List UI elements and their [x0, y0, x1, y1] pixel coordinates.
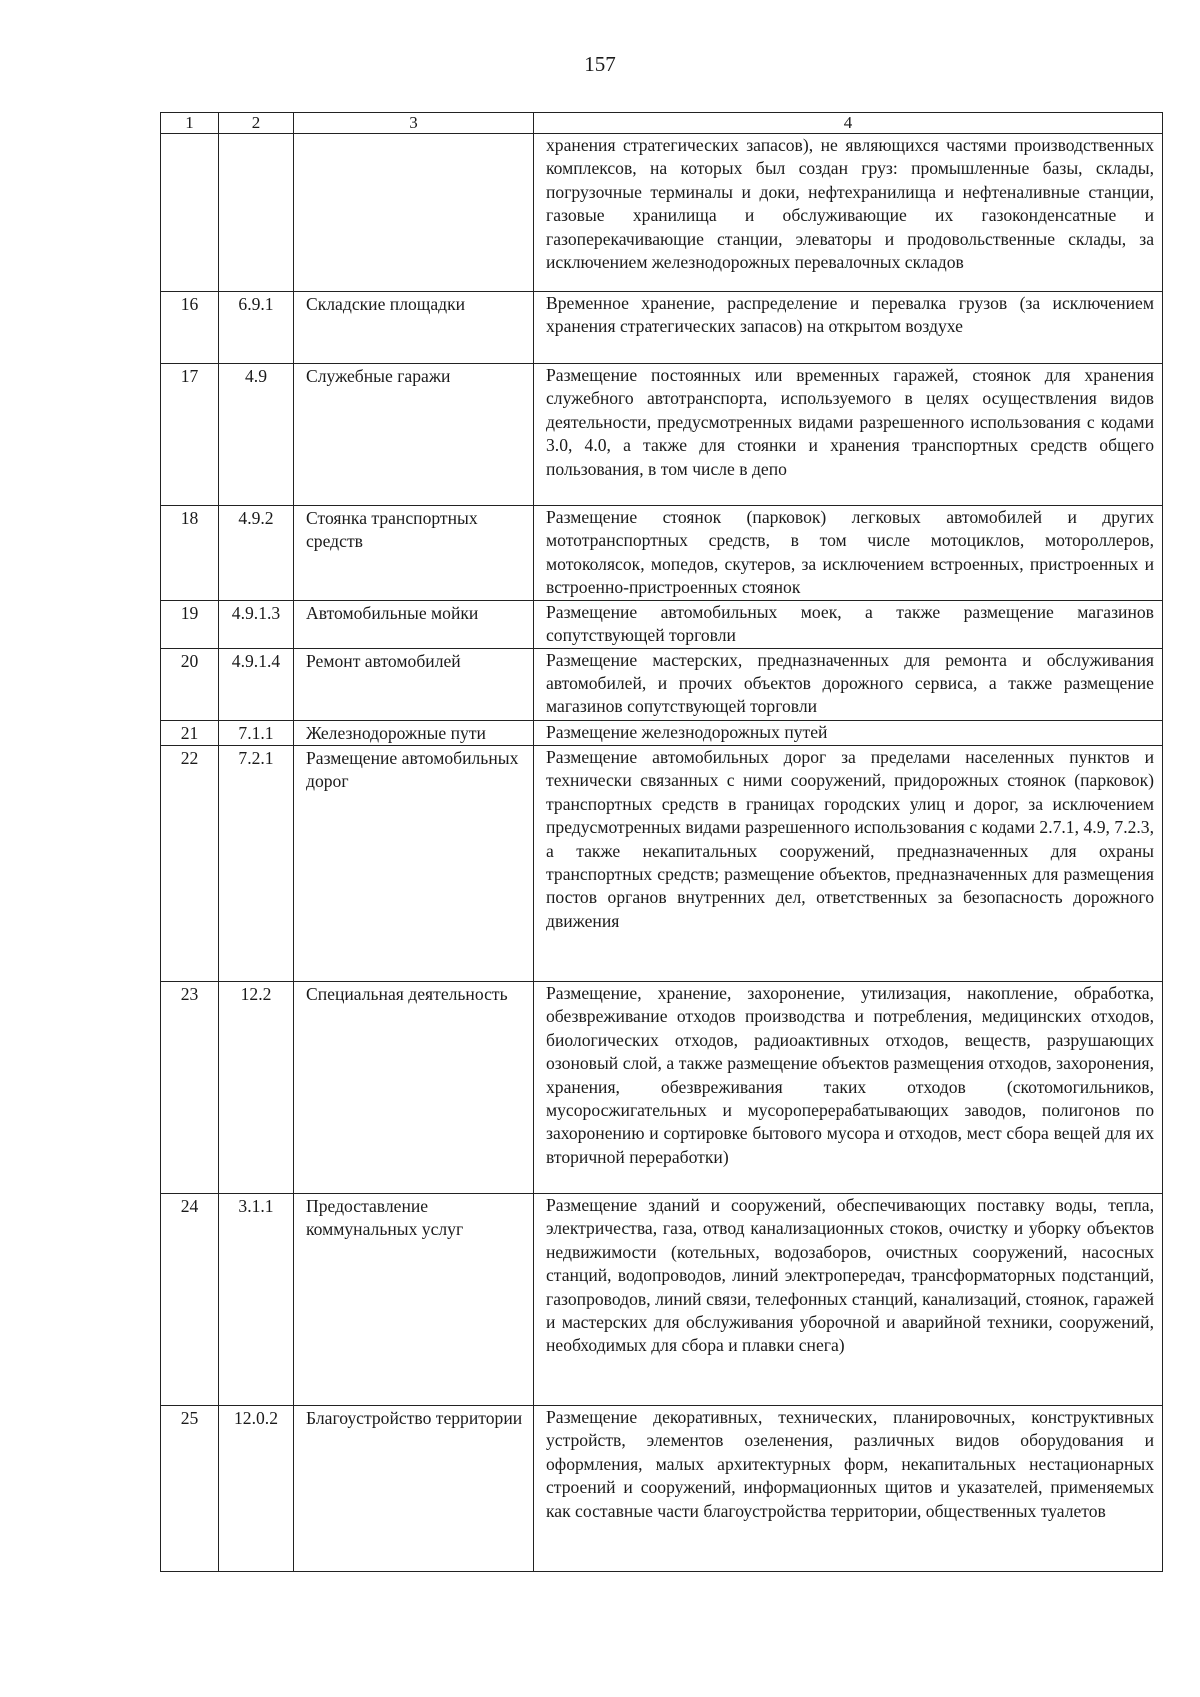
table-row — [161, 292, 1163, 364]
column-header-1: 1 — [161, 113, 219, 134]
column-header-3: 3 — [294, 113, 534, 134]
use-name — [294, 134, 534, 292]
row-number: 17 — [161, 364, 219, 506]
row-number: 23 — [161, 982, 219, 1194]
column-header-4: 4 — [534, 113, 1163, 134]
table-row — [161, 1406, 1163, 1572]
use-code: 4.9.1.3 — [219, 600, 294, 648]
row-number: 25 — [161, 1406, 219, 1572]
use-description: Размещение автомобильных моек, а также размещение магазинов сопутствующей торговли — [534, 600, 1163, 648]
use-name: Специальная деятельность — [294, 982, 534, 1194]
use-code: 7.1.1 — [219, 720, 294, 745]
row-number: 21 — [161, 720, 219, 745]
use-description: хранения стратегических запасов), не являющихся частями производственных комплексов, на которых был создан груз: промышленные базы, склады, погрузочные терминалы и доки, нефтехранилища и нефтеналивные станции, газовые хранилища и обслуживающие их газоконденсатные и газоперекачивающие станции, элеваторы и продовольственные склады, за исключением железнодорожных перевалочных складов — [534, 134, 1163, 292]
row-number — [161, 134, 219, 292]
use-code: 3.1.1 — [219, 1194, 294, 1406]
use-description: Размещение постоянных или временных гаражей, стоянок для хранения служебного автотранспорта, используемого в целях осуществления видов деятельности, предусмотренных видами разрешенного использования с кодами 3.0, 4.0, а также для стоянки и хранения транспортных средств общего пользования, в том числе в депо — [534, 364, 1163, 506]
use-code — [219, 134, 294, 292]
use-code: 4.9.2 — [219, 506, 294, 601]
use-description: Размещение стоянок (парковок) легковых автомобилей и других мототранспортных средств, в том числе мотоциклов, мотороллеров, мотоколясок, мопедов, скутеров, за исключением встроенных, пристроенных и встроенно-пристроенных стоянок — [534, 506, 1163, 601]
table-header-row — [161, 113, 1163, 134]
table-row — [161, 506, 1163, 601]
use-name: Железнодорожные пути — [294, 720, 534, 745]
row-number: 18 — [161, 506, 219, 601]
use-description: Размещение, хранение, захоронение, утилизация, накопление, обработка, обезвреживание отходов производства и потребления, медицинских отходов, биологических отходов, радиоактивных отходов, веществ, разрушающих озоновый слой, а также размещение объектов размещения отходов, захоронения, хранения, обезвреживания таких отходов (скотомогильников, мусоросжигательных и мусороперерабатывающих заводов, полигонов по захоронению и сортировке бытового мусора и отходов, мест сбора вещей для их вторичной переработки) — [534, 982, 1163, 1194]
row-number: 22 — [161, 746, 219, 982]
table-row — [161, 364, 1163, 506]
table-row — [161, 1194, 1163, 1406]
use-name: Складские площадки — [294, 292, 534, 364]
table-row — [161, 134, 1163, 292]
use-description: Размещение железнодорожных путей — [534, 720, 1163, 745]
use-description: Размещение автомобильных дорог за пределами населенных пунктов и технически связанных с ними сооружений, придорожных стоянок (парковок) транспортных средств в границах городских улиц и дорог, за исключением предусмотренных видами разрешенного использования с кодами 2.7.1, 4.9, 7.2.3, а также некапитальных сооружений, предназначенных для охраны транспортных средств; размещение объектов, предназначенных для размещения постов органов внутренних дел, ответственных за безопасность дорожного движения — [534, 746, 1163, 982]
use-name: Благоустройство территории — [294, 1406, 534, 1572]
row-number: 24 — [161, 1194, 219, 1406]
page-number: 157 — [584, 52, 616, 76]
table-row — [161, 746, 1163, 982]
use-description: Размещение зданий и сооружений, обеспечивающих поставку воды, тепла, электричества, газа, отвод канализационных стоков, очистку и уборку объектов недвижимости (котельных, водозаборов, очистных сооружений, насосных станций, водопроводов, линий электропередач, трансформаторных подстанций, газопроводов, линий связи, телефонных станций, канализаций, стоянок, гаражей и мастерских для обслуживания уборочной и аварийной техники, сооружений, необходимых для сбора и плавки снега) — [534, 1194, 1163, 1406]
use-name: Автомобильные мойки — [294, 600, 534, 648]
use-description: Размещение декоративных, технических, планировочных, конструктивных устройств, элементов озеленения, различных видов оборудования и оформления, малых архитектурных форм, некапитальных нестационарных строений и сооружений, информационных щитов и указателей, применяемых как составные части благоустройства территории, общественных туалетов — [534, 1406, 1163, 1572]
use-name: Ремонт автомобилей — [294, 648, 534, 720]
use-name: Служебные гаражи — [294, 364, 534, 506]
row-number: 20 — [161, 648, 219, 720]
land-use-table — [160, 112, 1163, 1572]
use-code: 4.9.1.4 — [219, 648, 294, 720]
use-code: 12.2 — [219, 982, 294, 1194]
use-description: Размещение мастерских, предназначенных для ремонта и обслуживания автомобилей, и прочих объектов дорожного сервиса, а также размещение магазинов сопутствующей торговли — [534, 648, 1163, 720]
use-name: Предоставление коммунальных услуг — [294, 1194, 534, 1406]
use-description: Временное хранение, распределение и перевалка грузов (за исключением хранения стратегических запасов) на открытом воздухе — [534, 292, 1163, 364]
use-name: Размещение автомобильных дорог — [294, 746, 534, 982]
row-number: 19 — [161, 600, 219, 648]
table-row — [161, 648, 1163, 720]
use-code: 4.9 — [219, 364, 294, 506]
use-code: 7.2.1 — [219, 746, 294, 982]
use-code: 6.9.1 — [219, 292, 294, 364]
table-row — [161, 982, 1163, 1194]
use-code: 12.0.2 — [219, 1406, 294, 1572]
use-name: Стоянка транспортных средств — [294, 506, 534, 601]
table-row — [161, 600, 1163, 648]
row-number: 16 — [161, 292, 219, 364]
column-header-2: 2 — [219, 113, 294, 134]
table-row — [161, 720, 1163, 745]
